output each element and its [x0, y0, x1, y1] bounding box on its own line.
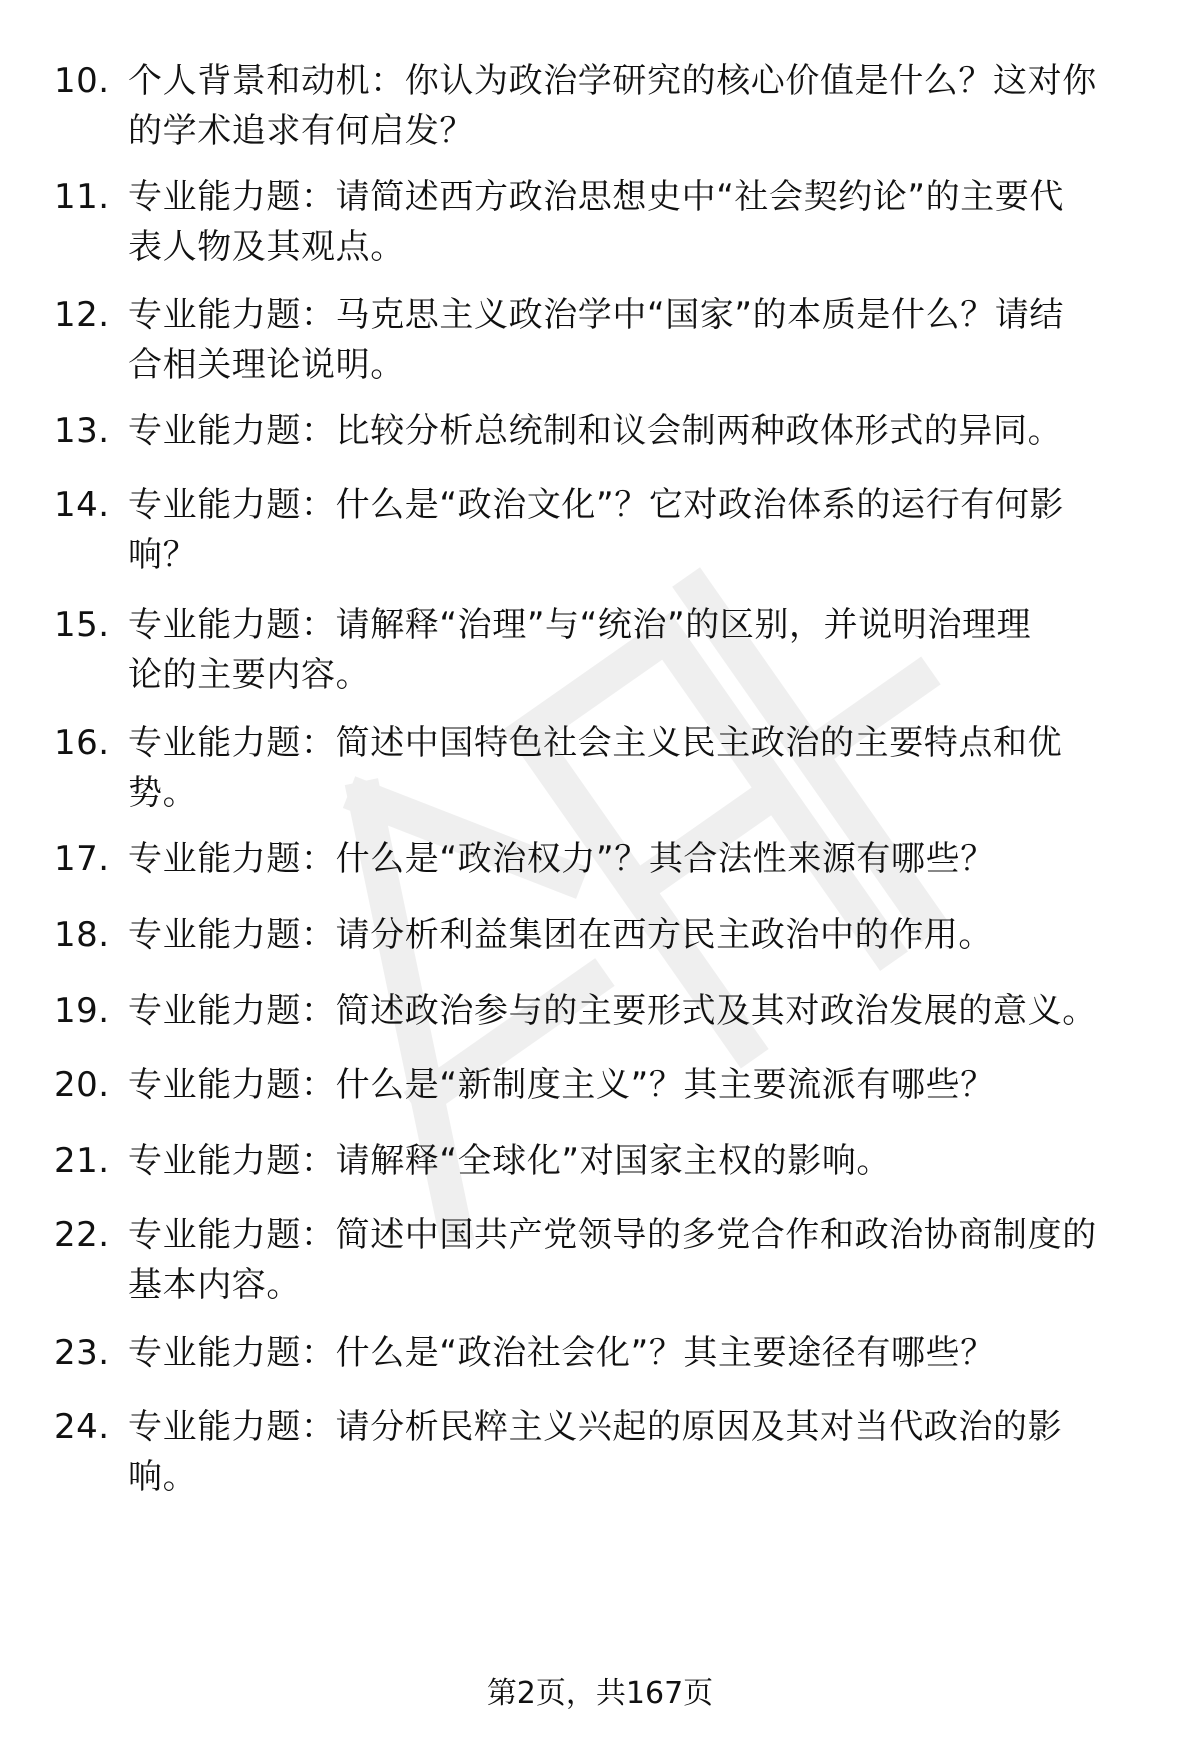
- question-text: [128, 1136, 1138, 1186]
- question-text: [128, 1328, 1138, 1378]
- question-text: [128, 480, 1138, 580]
- question-number: 17.: [54, 839, 110, 879]
- question-text: [128, 600, 1138, 700]
- question-text-line: 专业能力题：简述中国特色社会主义民主政治的主要特点和优: [128, 723, 1063, 763]
- page-indicator: 第2页，共167页: [486, 1676, 714, 1711]
- question-text-line: 专业能力题：简述政治参与的主要形式及其对政治发展的意义。: [128, 991, 1097, 1031]
- question-text-line: 势。: [128, 773, 198, 813]
- question-text-line: 表人物及其观点。: [128, 227, 405, 267]
- question-text: [128, 834, 1138, 884]
- question-text-line: 专业能力题：请分析利益集团在西方民主政治中的作用。: [128, 915, 993, 955]
- question-text: [128, 718, 1138, 818]
- question-text-line: 专业能力题：什么是“政治社会化”？其主要途径有哪些？: [128, 1333, 995, 1373]
- question-number: 12.: [54, 295, 110, 335]
- question-text-line: 专业能力题：简述中国共产党领导的多党合作和政治协商制度的: [128, 1215, 1097, 1255]
- question-number: 10.: [54, 61, 110, 101]
- question-text: [128, 986, 1138, 1036]
- question-number: 23.: [54, 1333, 110, 1373]
- question-text: [128, 1060, 1138, 1110]
- question-number: 16.: [54, 723, 110, 763]
- question-text-line: 专业能力题：什么是“政治文化”？它对政治体系的运行有何影: [128, 485, 1065, 525]
- question-number: 24.: [54, 1407, 110, 1447]
- question-number: 14.: [54, 485, 110, 525]
- question-number: 20.: [54, 1065, 110, 1105]
- question-number: 18.: [54, 915, 110, 955]
- question-number: 22.: [54, 1215, 110, 1255]
- question-text-line: 专业能力题：请解释“治理”与“统治”的区别，并说明治理理: [128, 605, 1032, 645]
- question-text: [128, 290, 1138, 390]
- question-text-line: 专业能力题：什么是“新制度主义”？其主要流派有哪些？: [128, 1065, 995, 1105]
- question-text-line: 合相关理论说明。: [128, 345, 405, 385]
- question-text-line: 专业能力题：什么是“政治权力”？其合法性来源有哪些？: [128, 839, 995, 879]
- question-text: [128, 172, 1138, 272]
- question-text: [128, 1402, 1138, 1502]
- question-number: 13.: [54, 411, 110, 451]
- question-text-line: 专业能力题：马克思主义政治学中“国家”的本质是什么？请结: [128, 295, 1065, 335]
- question-text: [128, 1210, 1138, 1310]
- question-text-line: 响。: [128, 1457, 198, 1497]
- question-text-line: 响？: [128, 535, 198, 575]
- question-text: [128, 56, 1138, 156]
- question-text-line: 论的主要内容。: [128, 655, 371, 695]
- question-number: 15.: [54, 605, 110, 645]
- question-text-line: 基本内容。: [128, 1265, 301, 1305]
- question-text: [128, 910, 1138, 960]
- question-number: 21.: [54, 1141, 110, 1181]
- question-number: 19.: [54, 991, 110, 1031]
- question-text-line: 个人背景和动机：你认为政治学研究的核心价值是什么？这对你: [128, 61, 1097, 101]
- question-text-line: 的学术追求有何启发？: [128, 111, 474, 151]
- question-number: 11.: [54, 177, 110, 217]
- question-text: [128, 406, 1138, 456]
- question-text-line: 专业能力题：请简述西方政治思想史中“社会契约论”的主要代: [128, 177, 1065, 217]
- question-text-line: 专业能力题：请分析民粹主义兴起的原因及其对当代政治的影: [128, 1407, 1063, 1447]
- question-text-line: 专业能力题：请解释“全球化”对国家主权的影响。: [128, 1141, 892, 1181]
- question-text-line: 专业能力题：比较分析总统制和议会制两种政体形式的异同。: [128, 411, 1063, 451]
